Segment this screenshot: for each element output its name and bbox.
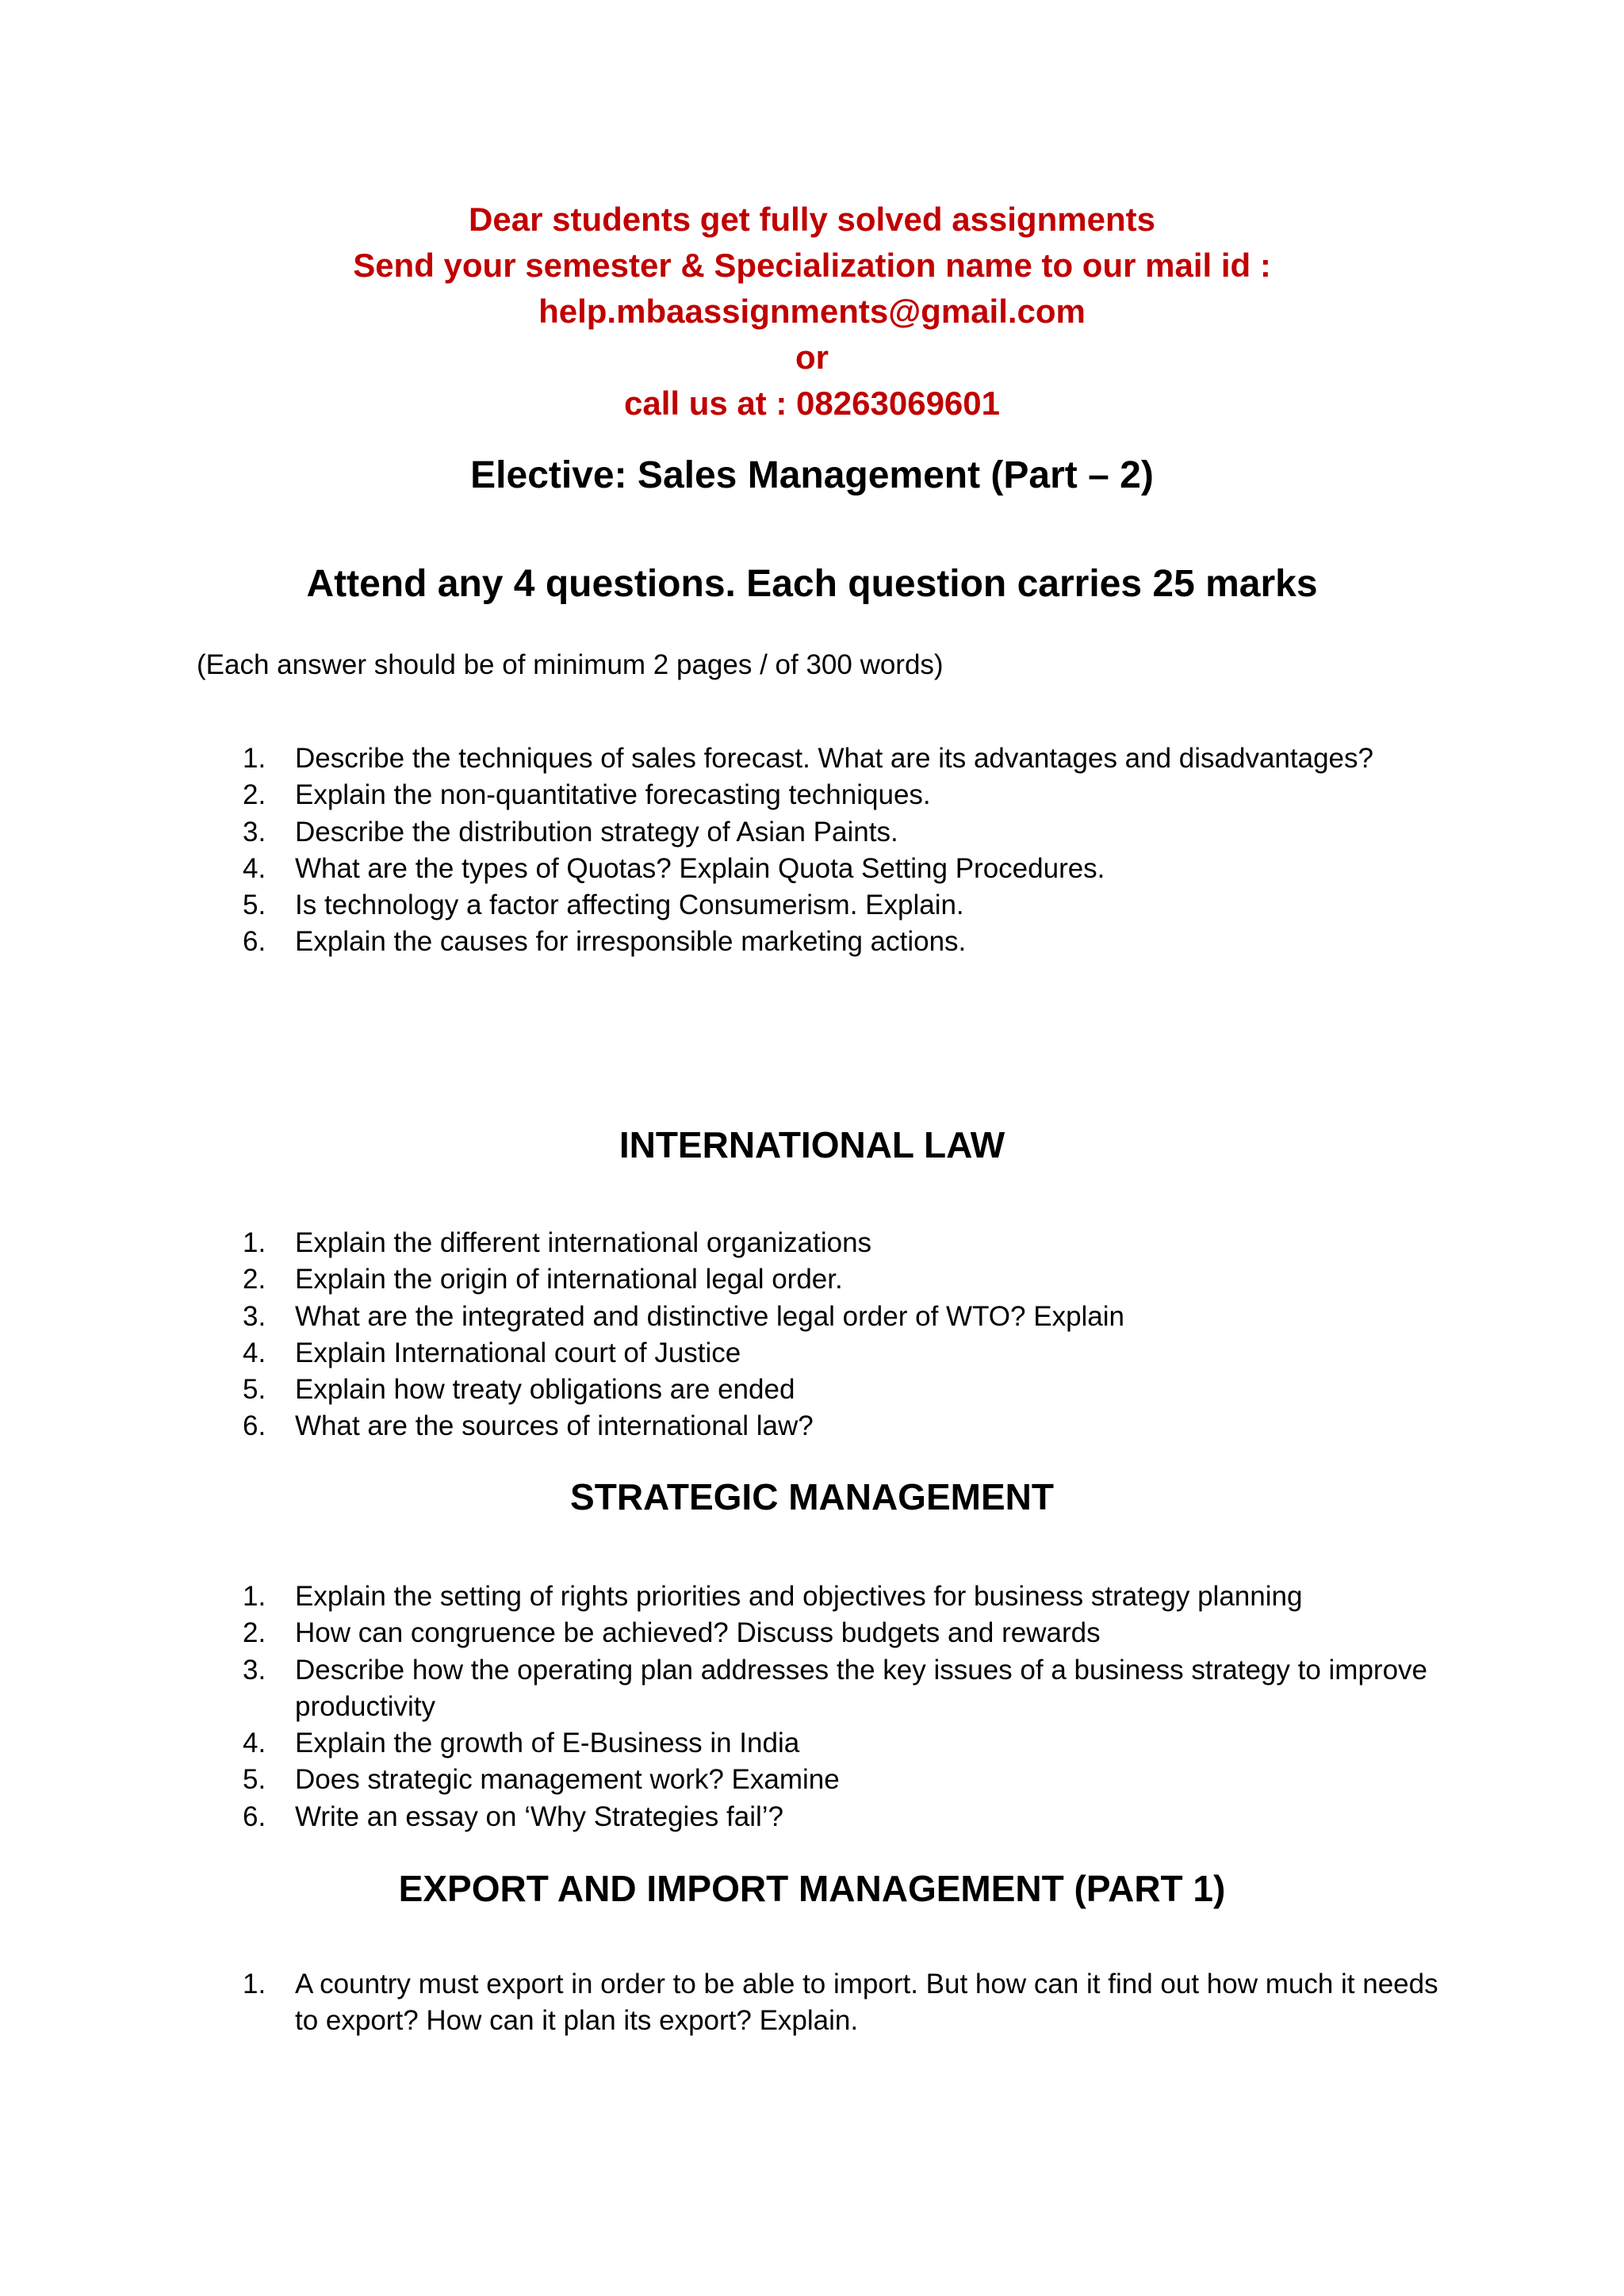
list-item: [0, 740, 1624, 777]
question-text: Explain the setting of rights priorities and objectives for business strategy planning: [295, 1581, 1303, 1612]
question-text: Is technology a factor affecting Consumerism. Explain.: [295, 890, 964, 921]
list-item: [0, 1652, 1624, 1726]
list-item: [0, 924, 1624, 960]
question-text: Explain International court of Justice: [295, 1337, 741, 1368]
list-item: [0, 1762, 1624, 1798]
instructions: Attend any 4 questions. Each question carries 25 marks: [306, 563, 1318, 605]
question-text: Explain the origin of international legal order.: [295, 1264, 843, 1295]
question-text: What are the integrated and distinctive legal order of WTO? Explain: [295, 1300, 1125, 1332]
question-text: What are the types of Quotas? Explain Quota Setting Procedures.: [295, 852, 1105, 884]
list-item: [0, 1966, 1624, 2040]
promo-line: Dear students get fully solved assignments: [469, 201, 1155, 238]
elective-title: Elective: Sales Management (Part – 2): [470, 454, 1154, 496]
list-item: [0, 887, 1624, 924]
question-text: Does strategic management work? Examine: [295, 1764, 840, 1796]
list-item: [0, 1261, 1624, 1298]
question-text: How can congruence be achieved? Discuss budgets and rewards: [295, 1617, 1101, 1649]
question-number: 4.: [243, 852, 266, 884]
question-text: Write an essay on ‘Why Strategies fail’?: [295, 1800, 784, 1832]
promo-email: help.mbaassignments@gmail.com: [538, 293, 1086, 330]
question-number: 2.: [243, 1264, 266, 1295]
list-item: [0, 777, 1624, 813]
question-number: 5.: [243, 890, 266, 921]
section-title-strategic-management: STRATEGIC MANAGEMENT: [570, 1476, 1054, 1517]
question-number: 1.: [243, 1581, 266, 1612]
question-number: 6.: [243, 1800, 266, 1832]
list-item: [0, 1799, 1624, 1835]
question-text: Describe the distribution strategy of Asian Paints.: [295, 816, 898, 848]
question-number: 6.: [243, 926, 266, 958]
question-text: Explain the growth of E-Business in India: [295, 1728, 800, 1759]
list-item: [0, 1299, 1624, 1335]
question-number: 3.: [243, 816, 266, 848]
question-list-sales: [0, 740, 1624, 961]
section-title-export-import: EXPORT AND IMPORT MANAGEMENT (PART 1): [398, 1868, 1226, 1909]
promo-line: or: [795, 339, 829, 376]
question-text: Explain the causes for irresponsible marketing actions.: [295, 926, 967, 958]
question-list-export-import: [0, 1966, 1624, 2040]
question-number: 1.: [243, 1227, 266, 1258]
question-number: 1.: [243, 743, 266, 774]
question-number: 3.: [243, 1654, 266, 1686]
question-text: Describe the techniques of sales forecast. What are its advantages and disadvantages?: [295, 743, 1373, 774]
question-number: 3.: [243, 1300, 266, 1332]
question-list-strategic-management: [0, 1578, 1624, 1835]
list-item: [0, 1725, 1624, 1762]
list-item: [0, 1615, 1624, 1651]
list-item: [0, 1372, 1624, 1408]
promo-phone: call us at : 08263069601: [623, 385, 1001, 422]
question-text: Explain the non-quantitative forecasting techniques.: [295, 779, 931, 811]
question-number: 1.: [243, 1969, 266, 1999]
question-number: 2.: [243, 1617, 266, 1649]
question-text: Explain how treaty obligations are ended: [295, 1374, 795, 1406]
question-list-international-law: [0, 1225, 1624, 1445]
question-number: 2.: [243, 779, 266, 811]
list-item: [0, 1408, 1624, 1445]
question-text: What are the sources of international law?: [295, 1410, 814, 1442]
question-number: 5.: [243, 1374, 266, 1406]
question-text: Describe how the operating plan addresses the key issues of a business strategy to improve productivity: [295, 1654, 1427, 1722]
promo-block: [0, 197, 1624, 427]
list-item: [0, 1225, 1624, 1261]
question-number: 6.: [243, 1410, 266, 1442]
list-item: [0, 1335, 1624, 1372]
answer-note: (Each answer should be of minimum 2 pages / of 300 words): [197, 649, 944, 680]
question-number: 5.: [243, 1764, 266, 1796]
list-item: [0, 814, 1624, 851]
promo-line: Send your semester & Specialization name to our mail id :: [353, 247, 1271, 284]
list-item: [0, 1578, 1624, 1615]
question-text: A country must export in order to be able to import. But how can it find out how much it needs to export? How can it plan its export? Explain.: [295, 1969, 1438, 2037]
list-item: [0, 851, 1624, 887]
question-text: Explain the different international organizations: [295, 1227, 872, 1258]
question-number: 4.: [243, 1728, 266, 1759]
section-title-international-law: INTERNATIONAL LAW: [619, 1124, 1005, 1165]
question-number: 4.: [243, 1337, 266, 1368]
